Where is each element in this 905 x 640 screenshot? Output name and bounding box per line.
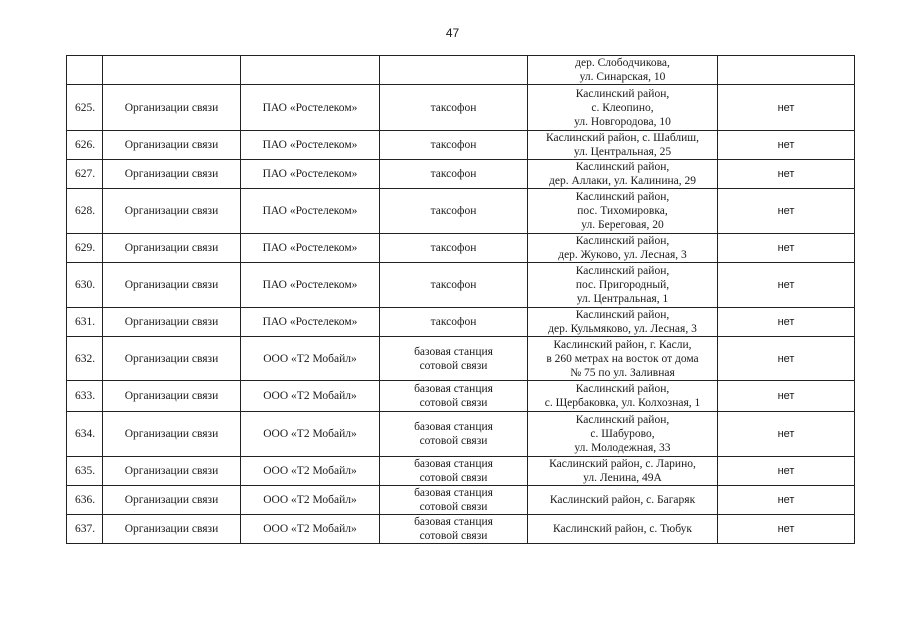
cell-address: Каслинский район, дер. Кульмяково, ул. Лесная, 3 [528,308,718,337]
cell-address: Каслинский район, с. Шаблиш, ул. Центральная, 25 [528,131,718,160]
cell-address: Каслинский район, дер. Аллаки, ул. Калинина, 29 [528,160,718,189]
cell-num: 630. [67,263,103,308]
cell-address: Каслинский район, с. Тюбук [528,515,718,544]
cell-status: нет [718,457,855,486]
cell-type: таксофон [380,263,528,308]
cell-category: Организации связи [103,189,241,234]
cell-type: базовая станция сотовой связи [380,457,528,486]
table-row [67,457,855,486]
cell-category: Организации связи [103,412,241,457]
cell-org: ПАО «Ростелеком» [241,308,380,337]
cell-org [241,56,380,85]
cell-category: Организации связи [103,160,241,189]
cell-address: Каслинский район, пос. Тихомировка, ул. Береговая, 20 [528,189,718,234]
cell-status: нет [718,234,855,263]
cell-address: Каслинский район, с. Ларино, ул. Ленина, 49А [528,457,718,486]
cell-type: таксофон [380,234,528,263]
cell-address: Каслинский район, с. Шабурово, ул. Молодежная, 33 [528,412,718,457]
cell-category: Организации связи [103,85,241,131]
cell-org: ООО «Т2 Мобайл» [241,457,380,486]
cell-status: нет [718,263,855,308]
cell-category: Организации связи [103,131,241,160]
cell-category: Организации связи [103,337,241,381]
table-row [67,381,855,412]
table-row [67,189,855,234]
cell-num: 632. [67,337,103,381]
cell-type: базовая станция сотовой связи [380,412,528,457]
cell-category: Организации связи [103,308,241,337]
cell-num: 634. [67,412,103,457]
cell-type: базовая станция сотовой связи [380,515,528,544]
cell-address: Каслинский район, с. Щербаковка, ул. Колхозная, 1 [528,381,718,412]
cell-org: ООО «Т2 Мобайл» [241,337,380,381]
cell-org: ПАО «Ростелеком» [241,85,380,131]
cell-org: ООО «Т2 Мобайл» [241,515,380,544]
cell-address: Каслинский район, дер. Жуково, ул. Лесная, 3 [528,234,718,263]
cell-status: нет [718,337,855,381]
cell-status: нет [718,412,855,457]
cell-status: нет [718,515,855,544]
table-row [67,486,855,515]
table-row [67,337,855,381]
objects-table [66,55,855,544]
cell-category: Организации связи [103,515,241,544]
cell-type: таксофон [380,131,528,160]
cell-category: Организации связи [103,263,241,308]
cell-type: базовая станция сотовой связи [380,381,528,412]
cell-org: ООО «Т2 Мобайл» [241,381,380,412]
cell-org: ПАО «Ростелеком» [241,234,380,263]
cell-category: Организации связи [103,486,241,515]
cell-address: Каслинский район, с. Клеопино, ул. Новгородова, 10 [528,85,718,131]
cell-type: базовая станция сотовой связи [380,337,528,381]
cell-address: Каслинский район, г. Касли, в 260 метрах на восток от дома № 75 по ул. Заливная [528,337,718,381]
cell-status: нет [718,189,855,234]
cell-status: нет [718,308,855,337]
cell-num: 626. [67,131,103,160]
cell-num: 628. [67,189,103,234]
cell-org: ООО «Т2 Мобайл» [241,412,380,457]
table-row [67,263,855,308]
cell-num: 631. [67,308,103,337]
cell-category: Организации связи [103,457,241,486]
table-row [67,160,855,189]
table-row [67,234,855,263]
cell-type: таксофон [380,85,528,131]
cell-status: нет [718,381,855,412]
table-row [67,85,855,131]
cell-type: базовая станция сотовой связи [380,486,528,515]
cell-org: ПАО «Ростелеком» [241,131,380,160]
cell-num: 637. [67,515,103,544]
cell-type: таксофон [380,160,528,189]
page-number: 47 [445,26,460,40]
cell-status [718,56,855,85]
table-row [67,412,855,457]
cell-type: таксофон [380,308,528,337]
cell-category [103,56,241,85]
cell-type: таксофон [380,189,528,234]
cell-status: нет [718,131,855,160]
cell-num: 636. [67,486,103,515]
cell-num: 629. [67,234,103,263]
cell-address: Каслинский район, с. Багаряк [528,486,718,515]
cell-category: Организации связи [103,381,241,412]
cell-org: ООО «Т2 Мобайл» [241,486,380,515]
table-row-continued [67,56,855,85]
cell-num: 627. [67,160,103,189]
cell-address: дер. Слободчикова, ул. Синарская, 10 [528,56,718,85]
cell-num [67,56,103,85]
cell-address: Каслинский район, пос. Пригородный, ул. Центральная, 1 [528,263,718,308]
cell-type [380,56,528,85]
table-row [67,308,855,337]
cell-org: ПАО «Ростелеком» [241,263,380,308]
cell-org: ПАО «Ростелеком» [241,160,380,189]
cell-category: Организации связи [103,234,241,263]
cell-num: 633. [67,381,103,412]
cell-status: нет [718,486,855,515]
cell-org: ПАО «Ростелеком» [241,189,380,234]
table-row [67,515,855,544]
cell-status: нет [718,160,855,189]
cell-status: нет [718,85,855,131]
table-row [67,131,855,160]
cell-num: 625. [67,85,103,131]
cell-num: 635. [67,457,103,486]
